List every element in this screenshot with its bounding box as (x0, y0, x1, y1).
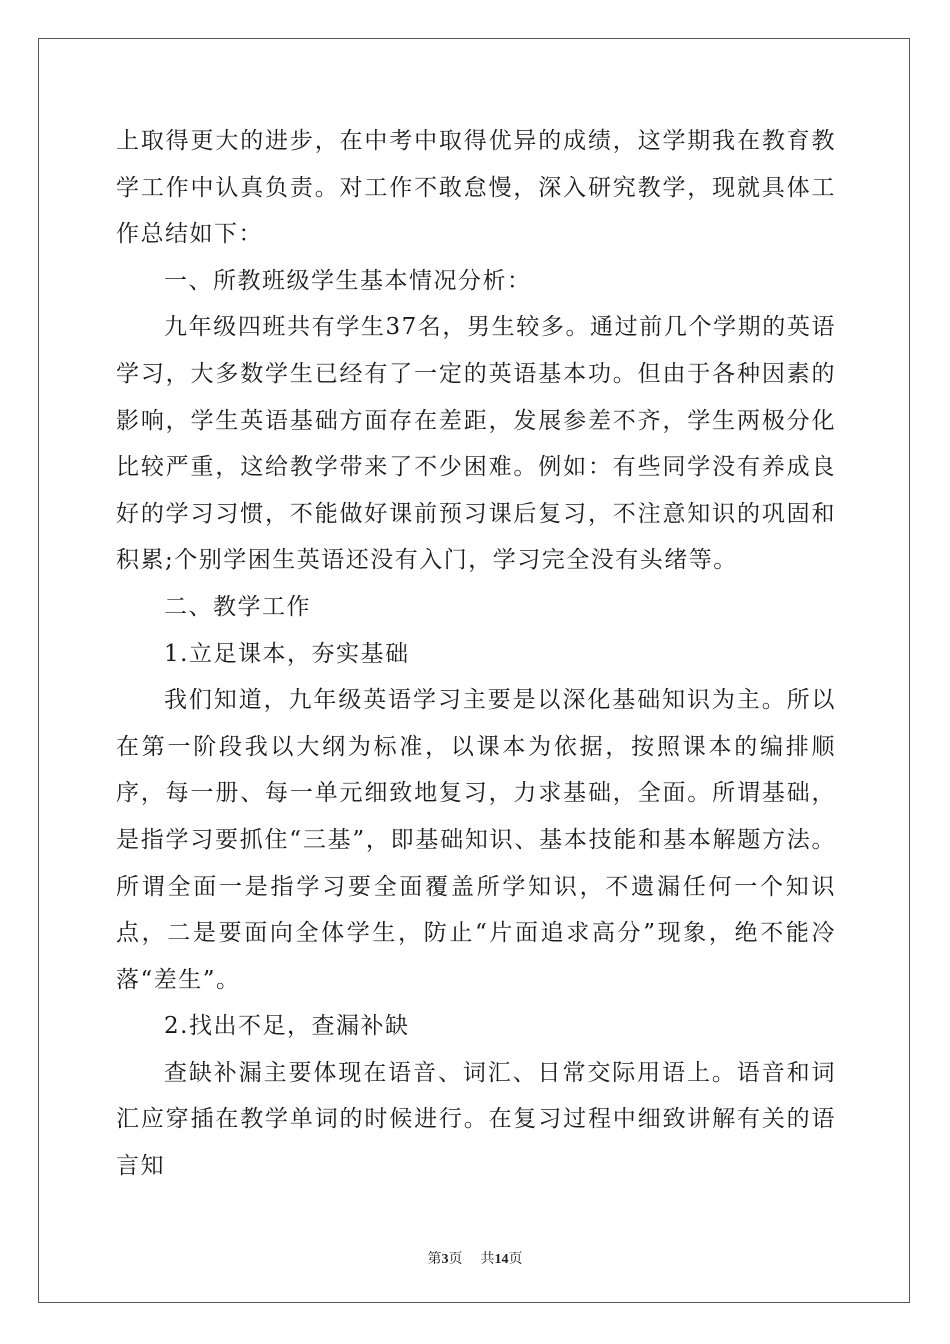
footer-total-prefix: 共 (480, 1251, 495, 1267)
page-footer (0, 1248, 950, 1268)
footer-total-unit: 页 (508, 1251, 523, 1267)
paragraph-basics: 我们知道，九年级英语学习主要是以深化基础知识为主。所以在第一阶段我以大纲为标准，以课本为依据，按照课本的编排顺序，每一册、每一单元细致地复习，力求基础，全面。所谓基础，是指学习要抓住“三基”，即基础知识、基本技能和基本解题方法。所谓全面一是指学习要全面覆盖所学知识，不遗漏任何一个知识点，二是要面向全体学生，防止“片面追求高分”现象，绝不能冷落“差生”。 (116, 687, 836, 993)
section-heading-2: 二、教学工作 (164, 593, 311, 620)
footer-page-current: 3 (441, 1252, 449, 1267)
subheading-1: 1.立足课本，夯实基础 (164, 640, 410, 667)
footer-page-unit: 页 (448, 1251, 463, 1267)
document-body (116, 118, 836, 1190)
paragraph-gaps: 查缺补漏主要体现在语音、词汇、日常交际用语上。语音和词汇应穿插在教学单词的时候进行。在复习过程中细致讲解有关的语言知 (116, 1059, 836, 1180)
paragraph-analysis: 九年级四班共有学生37名，男生较多。通过前几个学期的英语学习，大多数学生已经有了一定的英语基本功。但由于各种因素的影响，学生英语基础方面存在差距，发展参差不齐，学生两极分化比较严重，这给教学带来了不少困难。例如：有些同学没有养成良好的学习习惯，不能做好课前预习课后复习，不注意知识的巩固和积累;个别学困生英语还没有入门，学习完全没有头绪等。 (116, 314, 836, 574)
footer-page-total: 14 (494, 1252, 509, 1267)
subheading-2: 2.找出不足，查漏补缺 (164, 1013, 410, 1040)
paragraph-intro: 上取得更大的进步，在中考中取得优异的成绩，这学期我在教育教学工作中认真负责。对工作不敢怠慢，深入研究教学，现就具体工作总结如下： (116, 128, 836, 248)
footer-page-prefix: 第 (427, 1251, 442, 1267)
section-heading-1: 一、所教班级学生基本情况分析： (164, 267, 532, 294)
